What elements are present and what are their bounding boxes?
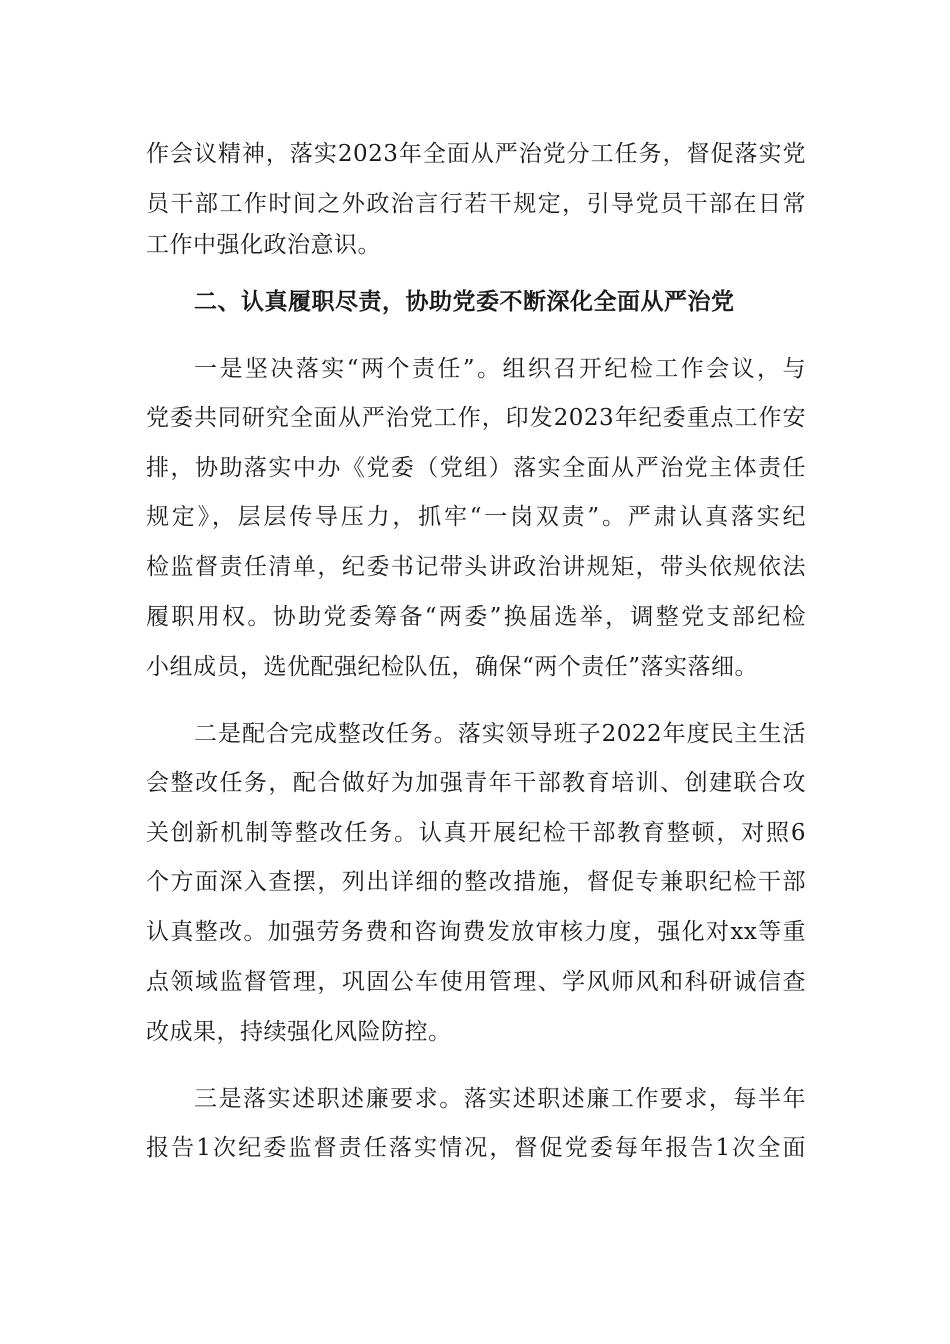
paragraph-line: 履职用权。协助党委筹备“两委”换届选举，调整党支部纪检: [146, 604, 806, 630]
paragraph-line: 二是配合完成整改任务。落实领导班子2022年度民主生活: [194, 721, 806, 747]
paragraph-line: 规定》，层层传导压力，抓牢“一岗双责”。严肃认真落实纪: [146, 504, 806, 530]
paragraph-line: 工作中强化政治意识。: [146, 232, 381, 258]
paragraph-line: 党委共同研究全面从严治党工作，印发2023年纪委重点工作安: [146, 405, 806, 431]
section-heading: 二、认真履职尽责，协助党委不断深化全面从严治党: [194, 288, 735, 315]
paragraph-line: 认真整改。加强劳务费和咨询费发放审核力度，强化对xx等重: [146, 919, 806, 945]
paragraph-line: 报告1次纪委监督责任落实情况，督促党委每年报告1次全面: [146, 1135, 806, 1161]
paragraph-line: 一是坚决落实“两个责任”。组织召开纪检工作会议，与: [194, 356, 806, 382]
paragraph-line: 点领域监督管理，巩固公车使用管理、学风师风和科研诚信查: [146, 969, 806, 995]
paragraph-line: 三是落实述职述廉要求。落实述职述廉工作要求，每半年: [194, 1086, 806, 1112]
paragraph-line: 关创新机制等整改任务。认真开展纪检干部教育整顿，对照6: [146, 820, 806, 846]
paragraph-line: 个方面深入查摆，列出详细的整改措施，督促专兼职纪检干部: [146, 869, 806, 895]
paragraph-line: 员干部工作时间之外政治言行若干规定，引导党员干部在日常: [146, 191, 806, 217]
paragraph-line: 作会议精神，落实2023年全面从严治党分工任务，督促落实党: [146, 141, 806, 167]
paragraph-line: 改成果，持续强化风险防控。: [146, 1019, 452, 1045]
paragraph-line: 小组成员，选优配强纪检队伍，确保“两个责任”落实落细。: [146, 654, 759, 680]
paragraph-line: 会整改任务，配合做好为加强青年干部教育培训、创建联合攻: [146, 770, 806, 796]
paragraph-line: 检监督责任清单，纪委书记带头讲政治讲规矩，带头依规依法: [146, 554, 806, 580]
paragraph-line: 排，协助落实中办《党委（党组）落实全面从严治党主体责任: [146, 455, 806, 481]
